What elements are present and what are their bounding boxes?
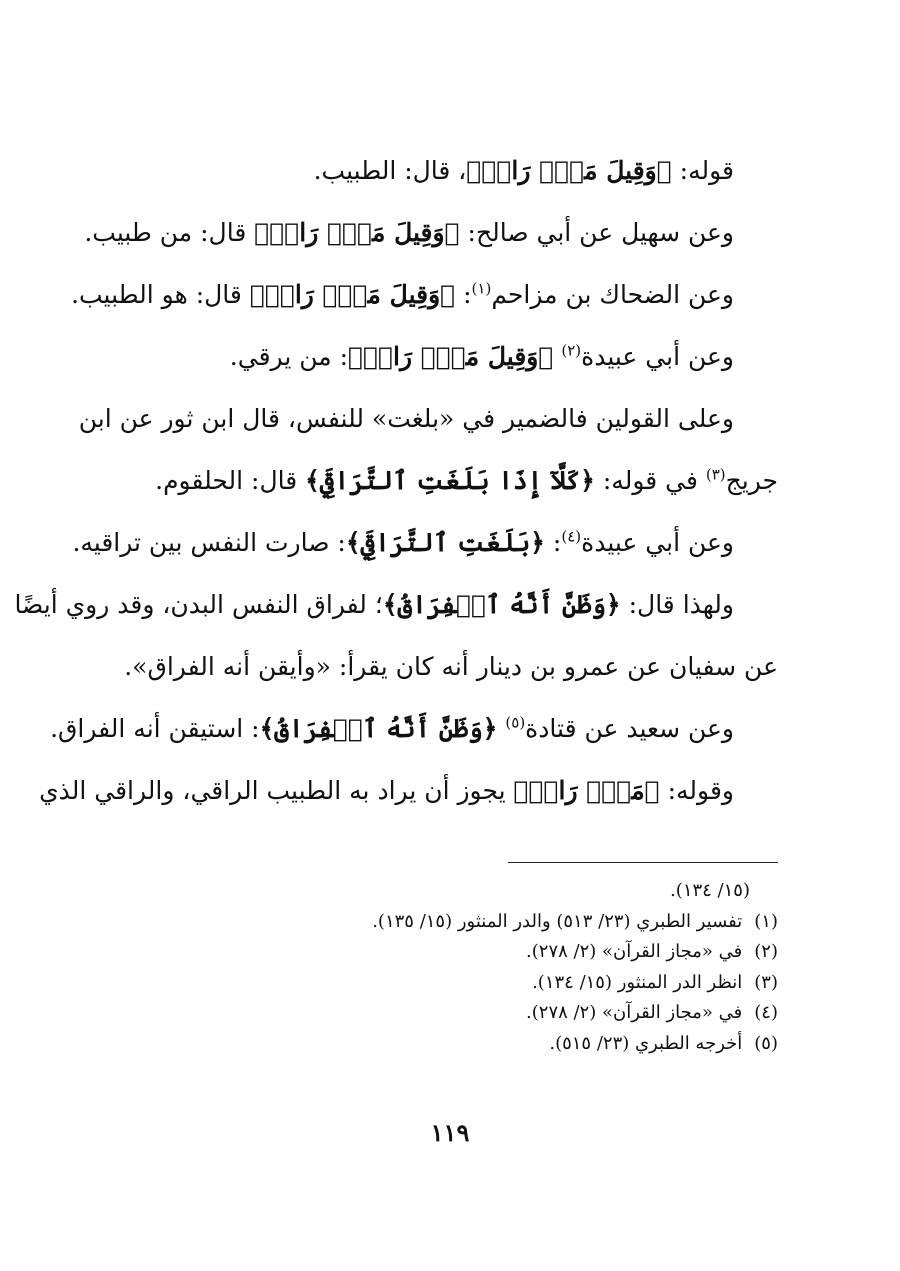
footnote-4 (118, 998, 778, 1029)
text: : من يرقي. (229, 342, 349, 371)
text: : (455, 280, 472, 309)
quran-verse: ﴿بَلَغَتِ ٱلتَّرَاقِيَ﴾ (345, 528, 545, 557)
text: عن سفيان عن عمرو بن دينار أنه كان يقرأ: «وأيقن أنه الفراق». (124, 652, 778, 681)
text: قوله: (671, 156, 734, 185)
text-line-5 (78, 388, 778, 450)
quran-verse: ﴿وَقِيلَ مَنۡۜ رَاقٖ﴾ (249, 280, 456, 309)
text: : (544, 528, 562, 557)
text: ؛ لفراق النفس البدن، وقد روي أيضًا (14, 590, 383, 619)
text-line-1 (118, 140, 778, 202)
footnote-ref[interactable]: (٣) (705, 465, 726, 484)
text-line-6 (118, 450, 778, 512)
text-line-2 (84, 202, 778, 264)
text-line-7 (72, 512, 778, 574)
quran-verse: ﴿وَظَنَّ أَنَّهُ ٱلۡفِرَاقُ﴾ (382, 590, 621, 619)
footnote-text: (١٥/ ١٣٤). (670, 880, 750, 901)
quran-verse: ﴿مَنۡۜ رَاقٖ﴾ (513, 776, 660, 805)
footnote-number: (٢) (754, 941, 778, 962)
text-line-9 (118, 636, 778, 698)
text: وعن الضحاك بن مزاحم (491, 280, 734, 309)
text: يجوز أن يراد به الطبيب الراقي، والراقي الذي (39, 776, 514, 805)
text: وعن أبي عبيدة (581, 528, 734, 557)
footnotes (118, 876, 778, 1059)
footnote-ref[interactable]: (٥) (505, 713, 526, 732)
footnote-text: انظر الدر المنثور (١٥/ ١٣٤). (532, 971, 743, 993)
text: وعن سعيد عن قتادة (525, 714, 734, 743)
footnote-1 (118, 907, 778, 938)
text: : استيقن أنه الفراق. (50, 714, 260, 743)
footnote-continuation (118, 876, 778, 907)
footnote-3 (118, 968, 778, 999)
text: : صارت النفس بين تراقيه. (72, 528, 346, 557)
footnote-number: (٤) (754, 1002, 778, 1023)
footnote-text: أخرجه الطبري (٢٣/ ٥١٥). (549, 1032, 743, 1054)
footnote-separator (508, 862, 778, 863)
quran-verse: ﴿وَقِيلَ مَنۡۜ رَاقٖ﴾ (254, 218, 460, 247)
text: وقوله: (659, 776, 734, 805)
text: وعن سهيل عن أبي صالح: (459, 218, 734, 247)
text: قال: هو الطبيب. (71, 280, 250, 309)
footnote-number: (١) (754, 910, 778, 932)
page-number: ١١٩ (430, 1118, 470, 1147)
text-line-8 (14, 574, 778, 636)
text-line-4 (118, 326, 778, 388)
footnote-5 (118, 1029, 778, 1060)
text: ولهذا قال: (620, 590, 734, 619)
quran-verse: ﴿كَلَّآ إِذَا بَلَغَتِ ٱلتَّرَاقِيَ﴾ (305, 466, 595, 495)
text-line-11 (39, 760, 778, 822)
footnote-ref[interactable]: (٤) (561, 527, 582, 546)
text: في قوله: (594, 466, 706, 495)
text: وعلى القولين فالضمير في «بلغت» للنفس، قال ابن ثور عن ابن (78, 404, 734, 433)
footnote-ref[interactable]: (١) (471, 279, 492, 298)
footnote-text: في «مجاز القرآن» (٢/ ٢٧٨). (526, 1002, 743, 1023)
main-text (14, 140, 778, 822)
footnote-text: تفسير الطبري (٢٣/ ٥١٣) والدر المنثور (١٥/ ١٣٥). (372, 910, 743, 932)
text: قال: من طبيب. (84, 218, 255, 247)
quran-verse: ﴿وَقِيلَ مَنۡۜ رَاقٖ﴾ (348, 342, 554, 371)
text-line-3 (71, 264, 778, 326)
text: جريج (725, 466, 778, 495)
footnote-text: في «مجاز القرآن» (٢/ ٢٧٨). (526, 941, 743, 962)
text: قال: الحلقوم. (155, 466, 306, 495)
text: ، قال: الطبيب. (313, 156, 467, 185)
footnote-number: (٥) (754, 1032, 778, 1054)
footnote-2 (118, 937, 778, 968)
quran-verse: ﴿وَقِيلَ مَنۡۜ رَاقٖ﴾ (466, 156, 672, 185)
text-line-10 (50, 698, 778, 760)
footnote-number: (٣) (754, 971, 778, 993)
footnote-ref[interactable]: (٢) (561, 341, 582, 360)
text: وعن أبي عبيدة (581, 342, 734, 371)
quran-verse: ﴿وَظَنَّ أَنَّهُ ٱلۡفِرَاقُ﴾ (259, 714, 498, 743)
